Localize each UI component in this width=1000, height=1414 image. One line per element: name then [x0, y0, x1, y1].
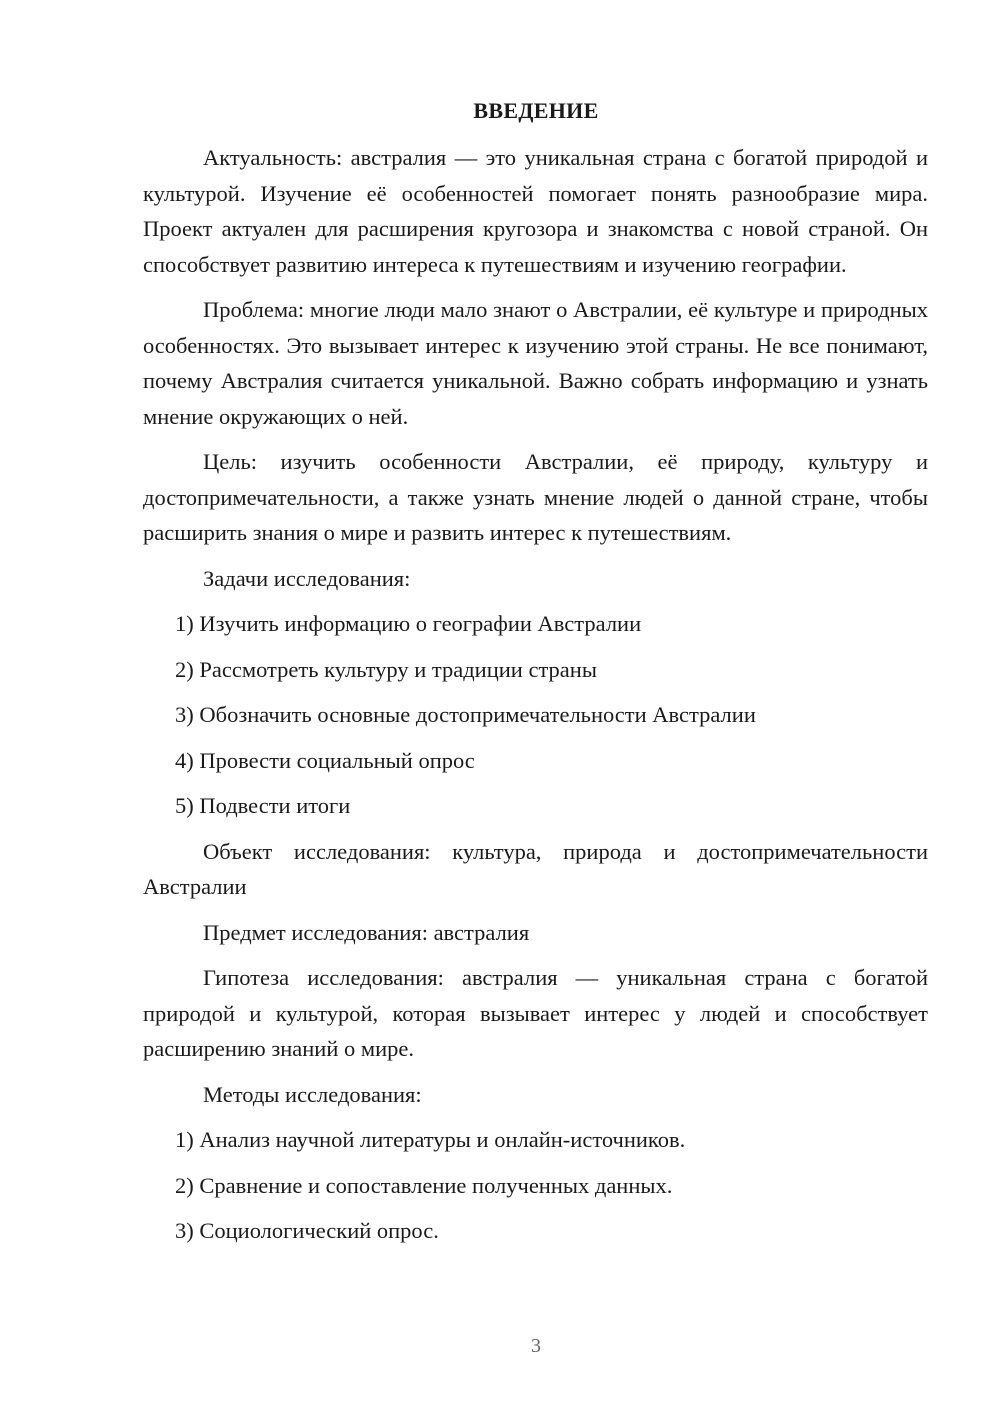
task-item: 2) Рассмотреть культуру и традиции страны	[175, 656, 597, 682]
page-title: ВВЕДЕНИЕ	[473, 98, 599, 123]
task-item: 5) Подвести итоги	[175, 793, 351, 818]
problem-paragraph: Проблема: многие люди мало знают о Австралии, её культуре и природных особенностях. Это вызывает интерес к изучению этой страны. Не все понимают, почему Австралия считается уникальной. Важно собрать информацию и узнать мнение окружающих о ней.	[143, 297, 928, 429]
relevance-paragraph: Актуальность: австралия — это уникальная страна с богатой природой и культурой. Изучение её особенностей помогает понять разнообразие мира. Проект актуален для расширения кругозора и знакомства с новой страной. Он способствует развитию интереса к путешествиям и изучению географии.	[143, 145, 928, 277]
methods-label: Методы исследования:	[203, 1081, 422, 1107]
tasks-label: Задачи исследования:	[203, 565, 411, 591]
task-item: 3) Обозначить основные достопримечательности Австралии	[175, 702, 756, 727]
method-item: 1) Анализ научной литературы и онлайн-источников.	[175, 1127, 686, 1152]
method-item: 2) Сравнение и сопоставление полученных данных.	[175, 1172, 673, 1198]
task-item: 4) Провести социальный опрос	[175, 747, 475, 773]
object-paragraph: Объект исследования: культура, природа и достопримечательности Австралии	[143, 838, 928, 899]
subject-paragraph: Предмет исследования: австралия	[203, 919, 530, 945]
hypothesis-paragraph: Гипотеза исследования: австралия — уникальная страна с богатой природой и культурой, которая вызывает интерес у людей и способствует расширению знаний о мире.	[143, 965, 928, 1061]
method-item: 3) Социологический опрос.	[175, 1218, 439, 1243]
page-number: 3	[531, 1335, 541, 1357]
page-content	[143, 140, 928, 1259]
task-item: 1) Изучить информацию о географии Австралии	[175, 611, 642, 636]
goal-paragraph: Цель: изучить особенности Австралии, её природу, культуру и достопримечательности, а также узнать мнение людей о данной стране, чтобы расширить знания о мире и развить интерес к путешествиям.	[143, 449, 928, 545]
